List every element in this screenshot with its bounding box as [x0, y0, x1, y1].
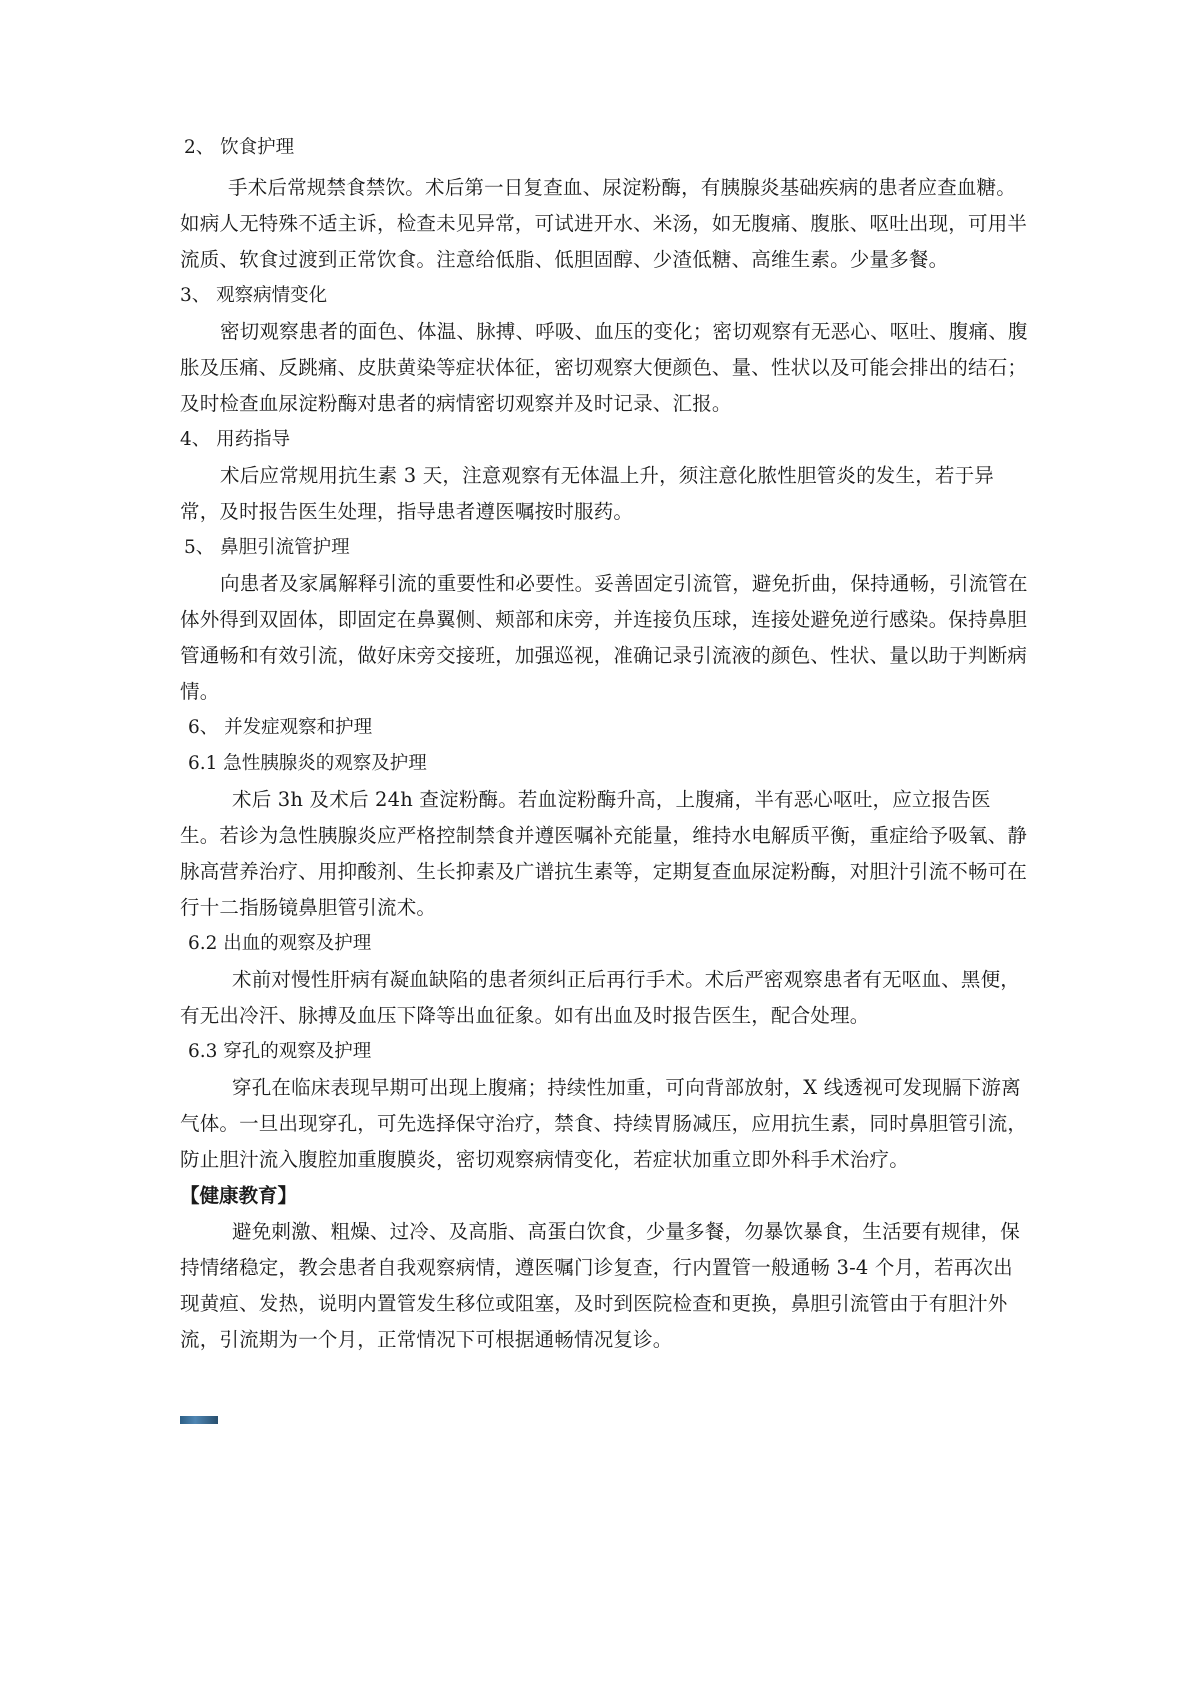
section-4-heading: 4、 用药指导: [180, 429, 291, 450]
health-education-heading: 【健康教育】: [180, 1184, 298, 1207]
section-6-3-body: 穿孔在临床表现早期可出现上腹痛；持续性加重，可向背部放射，X 线透视可发现膈下游离气体。一旦出现穿孔，可先选择保守治疗，禁食、持续胃肠减压，应用抗生素，同时鼻胆管引流，防止胆汁流入腹腔加重腹膜炎，密切观察病情变化，若症状加重立即外科手术治疗。: [180, 1076, 1028, 1171]
section-3-body: 密切观察患者的面色、体温、脉搏、呼吸、血压的变化；密切观察有无恶心、呕吐、腹痛、腹胀及压痛、反跳痛、皮肤黄染等症状体征，密切观察大便颜色、量、性状以及可能会排出的结石；及时检查血尿淀粉酶对患者的病情密切观察并及时记录、汇报。: [180, 320, 1028, 415]
section-6-2-body: 术前对慢性肝病有凝血缺陷的患者须纠正后再行手术。术后严密观察患者有无呕血、黑便，有无出冷汗、脉搏及血压下降等出血征象。如有出血及时报告医生，配合处理。: [180, 968, 1021, 1027]
section-4-body: 术后应常规用抗生素 3 天，注意观察有无体温上升，须注意化脓性胆管炎的发生，若于异常，及时报告医生处理，指导患者遵医嘱按时服药。: [180, 464, 995, 523]
section-5-heading: 5、 鼻胆引流管护理: [184, 537, 350, 558]
section-2-heading: 2、 饮食护理: [184, 137, 295, 158]
section-3-heading: 3、 观察病情变化: [180, 285, 328, 306]
section-6-2-heading: 6.2 出血的观察及护理: [188, 933, 372, 954]
section-6-heading: 6、 并发症观察和护理: [188, 717, 373, 738]
section-5-body: 向患者及家属解释引流的重要性和必要性。妥善固定引流管，避免折曲，保持通畅，引流管在体外得到双固体，即固定在鼻翼侧、颊部和床旁，并连接负压球，连接处避免逆行感染。保持鼻胆管通畅和有效引流，做好床旁交接班，加强巡视，准确记录引流液的颜色、性状、量以助于判断病情。: [180, 572, 1028, 703]
section-2-body: 手术后常规禁食禁饮。术后第一日复查血、尿淀粉酶，有胰腺炎基础疾病的患者应查血糖。如病人无特殊不适主诉，检查未见异常，可试进开水、米汤，如无腹痛、腹胀、呕吐出现，可用半流质、软食过渡到正常饮食。注意给低脂、低胆固醇、少渣低糖、高维生素。少量多餐。: [180, 176, 1028, 271]
section-6-3-heading: 6.3 穿孔的观察及护理: [188, 1041, 372, 1062]
health-education-body: 避免刺激、粗燥、过冷、及高脂、高蛋白饮食，少量多餐，勿暴饮暴食，生活要有规律，保持情绪稳定，教会患者自我观察病情，遵医嘱门诊复查，行内置管一般通畅 3-4 个月，若再次出现黄疸、发热，说明内置管发生移位或阻塞，及时到医院检查和更换，鼻胆引流管由于有胆汁外流，引流期为一个月，正常情况下可根据通畅情况复诊。: [180, 1220, 1021, 1351]
section-6-1-body: 术后 3h 及术后 24h 查淀粉酶。若血淀粉酶升高，上腹痛，半有恶心呕吐，应立报告医生。若诊为急性胰腺炎应严格控制禁食并遵医嘱补充能量，维持水电解质平衡，重症给予吸氧、静脉高营养治疗、用抑酸剂、生长抑素及广谱抗生素等，定期复查血尿淀粉酶，对胆汁引流不畅可在行十二指肠镜鼻胆管引流术。: [180, 788, 1028, 919]
section-6-1-heading: 6.1 急性胰腺炎的观察及护理: [188, 753, 427, 774]
document-content: [180, 130, 1030, 1358]
image-thumbnail: [180, 1416, 218, 1424]
